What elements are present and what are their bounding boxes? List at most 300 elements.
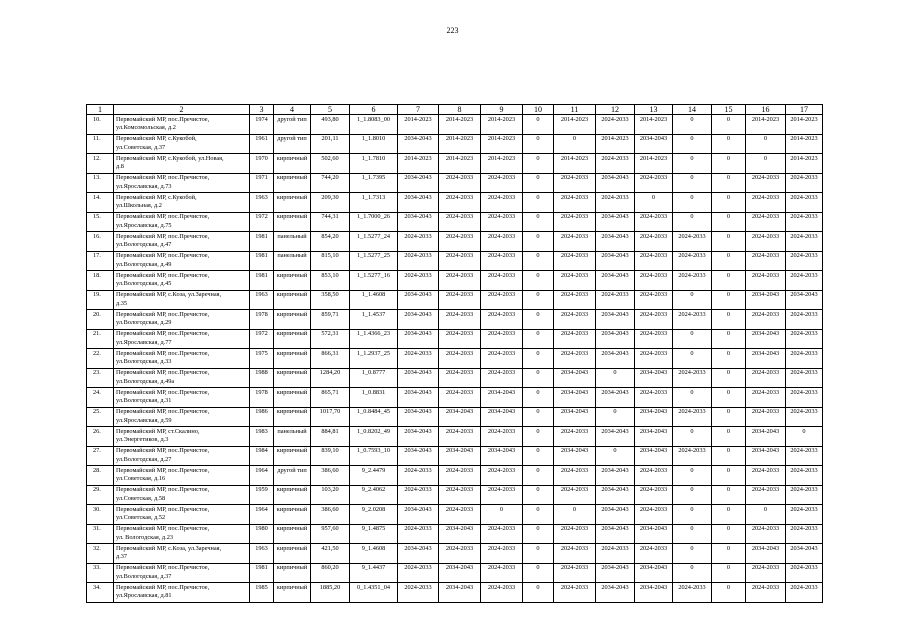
row-number: 33. [87,563,114,583]
build-year-cell: 1961 [250,134,274,154]
period-cell-col-17: 2014-2023 [786,154,823,174]
period-cell-col-10: 0 [523,251,554,271]
code-cell: 1_1.4537 [350,310,398,330]
period-cell-col-15: 0 [712,505,746,525]
area-cell: 386,60 [311,505,350,525]
row-number: 32. [87,544,114,564]
period-cell-col-8: 2024-2033 [439,212,481,232]
period-cell-col-17: 2024-2033 [786,329,823,349]
period-cell-col-13: 2024-2033 [635,251,673,271]
period-cell-col-9: 2024-2033 [481,212,523,232]
period-cell-col-9: 2014-2023 [481,134,523,154]
period-cell-col-8: 2024-2033 [439,388,481,408]
period-cell-col-12: 2024-2033 [596,154,635,174]
period-cell-col-7: 2024-2033 [398,524,439,544]
period-cell-col-7: 2024-2033 [398,349,439,369]
area-cell: 853,10 [311,271,350,291]
row-number: 34. [87,583,114,603]
address-cell [114,368,250,388]
period-cell-col-8: 2024-2033 [439,427,481,447]
column-header-12: 12 [596,105,635,115]
area-cell: 386,60 [311,466,350,486]
period-cell-col-14: 0 [673,173,712,193]
period-cell-col-16: 2024-2033 [746,466,786,486]
row-number: 21. [87,329,114,349]
period-cell-col-16: 0 [746,505,786,525]
period-cell-col-15: 0 [712,446,746,466]
period-cell-col-17: 2034-2043 [786,544,823,564]
period-cell-col-15: 0 [712,407,746,427]
period-cell-col-11: 2024-2033 [554,193,596,213]
build-year-cell: 1981 [250,251,274,271]
period-cell-col-16: 2024-2033 [746,563,786,583]
period-cell-col-7: 2034-2043 [398,368,439,388]
address-line: д.35 [116,299,128,307]
period-cell-col-12: 2034-2043 [596,505,635,525]
area-cell: 884,81 [311,427,350,447]
wall-material-cell: кирпичный [274,524,311,544]
build-year-cell: 1981 [250,232,274,252]
period-cell-col-14: 2024-2033 [673,232,712,252]
period-cell-col-15: 0 [712,290,746,310]
period-cell-col-17: 2024-2033 [786,310,823,330]
address-line: Первомайский МР, с.Коза, ул.Заречная, [116,291,222,298]
period-cell-col-7: 2034-2043 [398,173,439,193]
address-cell [114,407,250,427]
code-cell: 1_1.7000_26 [350,212,398,232]
period-cell-col-12: 2034-2043 [596,173,635,193]
period-cell-col-15: 0 [712,388,746,408]
period-cell-col-7: 2024-2033 [398,583,439,603]
table-row [87,134,823,154]
build-year-cell: 1978 [250,310,274,330]
period-cell-col-17: 0 [786,427,823,447]
address-line: Первомайский МР, пос.Пречистое, [116,583,210,591]
period-cell-col-12: 2034-2043 [596,583,635,603]
table-row [87,310,823,330]
wall-material-cell: кирпичный [274,290,311,310]
period-cell-col-16: 2024-2033 [746,368,786,388]
wall-material-cell: панельный [274,232,311,252]
area-cell: 1284,20 [311,368,350,388]
address-cell [114,544,250,564]
period-cell-col-11: 2024-2033 [554,271,596,291]
period-cell-col-12: 2034-2043 [596,524,635,544]
period-cell-col-8: 2024-2033 [439,251,481,271]
period-cell-col-15: 0 [712,134,746,154]
period-cell-col-11: 2014-2023 [554,154,596,174]
period-cell-col-13: 2034-2043 [635,427,673,447]
area-cell: 865,71 [311,388,350,408]
address-line: ул.Вологодская, д.47 [116,241,172,249]
period-cell-col-9: 2034-2043 [481,407,523,427]
code-cell: 9_2.4479 [350,466,398,486]
address-line: д.37 [116,553,128,561]
address-line: ул.Вологодская, д.31 [116,397,172,405]
period-cell-col-7: 2014-2023 [398,115,439,135]
table-row [87,583,823,603]
area-cell: 866,31 [311,349,350,369]
code-cell: 1_0.7593_10 [350,446,398,466]
period-cell-col-11: 2014-2023 [554,115,596,135]
period-cell-col-16: 2024-2033 [746,232,786,252]
period-cell-col-10: 0 [523,524,554,544]
period-cell-col-13: 2024-2033 [635,212,673,232]
period-cell-col-14: 0 [673,154,712,174]
period-cell-col-9: 2024-2033 [481,290,523,310]
table-row [87,524,823,544]
address-line: Первомайский МР, пос.Пречистое, [116,505,210,513]
period-cell-col-16: 2024-2033 [746,271,786,291]
period-cell-col-14: 2024-2033 [673,310,712,330]
period-cell-col-10: 0 [523,271,554,291]
period-cell-col-10: 0 [523,368,554,388]
address-cell [114,485,250,505]
table-row [87,407,823,427]
column-header-8: 8 [439,105,481,115]
column-header-1: 1 [87,105,114,115]
build-year-cell: 1983 [250,427,274,447]
period-cell-col-15: 0 [712,232,746,252]
period-cell-col-12: 2024-2033 [596,290,635,310]
period-cell-col-13: 2024-2033 [635,271,673,291]
address-line: Первомайский МР, ст.Скалино, [116,427,200,435]
table-row [87,212,823,232]
column-header-11: 11 [554,105,596,115]
period-cell-col-7: 2034-2043 [398,407,439,427]
period-cell-col-12: 2034-2043 [596,310,635,330]
address-line: ул.Вологодская, д.49а [116,377,175,385]
address-cell [114,524,250,544]
period-cell-col-8: 2024-2033 [439,290,481,310]
period-cell-col-7: 2024-2033 [398,232,439,252]
address-line: ул.Ярославская, д.81 [116,592,172,600]
period-cell-col-10: 0 [523,544,554,564]
period-cell-col-14: 0 [673,466,712,486]
build-year-cell: 1985 [250,583,274,603]
period-cell-col-8: 2024-2033 [439,329,481,349]
period-cell-col-12: 2034-2043 [596,329,635,349]
period-cell-col-15: 0 [712,212,746,232]
period-cell-col-11: 2024-2033 [554,329,596,349]
address-line: Первомайский МР, с.Кукобой, ул.Новая, [116,154,224,162]
code-cell: 0_1.4351_04 [350,583,398,603]
period-cell-col-15: 0 [712,329,746,349]
build-year-cell: 1972 [250,212,274,232]
period-cell-col-8: 2024-2033 [439,349,481,369]
table-row [87,329,823,349]
code-cell: 1_1.4608 [350,290,398,310]
period-cell-col-11: 2024-2033 [554,563,596,583]
period-cell-col-10: 0 [523,446,554,466]
period-cell-col-13: 2024-2033 [635,544,673,564]
address-line: Первомайский МР, пос.Пречистое, [116,525,210,532]
period-cell-col-9: 2024-2033 [481,466,523,486]
address-line: ул.Вологодская, д.37 [116,572,172,580]
period-cell-col-17: 2014-2023 [786,134,823,154]
period-cell-col-14: 0 [673,290,712,310]
address-line: ул.Комсомольская, д.2 [116,124,176,132]
address-cell [114,115,250,135]
period-cell-col-15: 0 [712,154,746,174]
period-cell-col-8: 2024-2033 [439,232,481,252]
period-cell-col-8: 2024-2033 [439,368,481,388]
period-cell-col-15: 0 [712,271,746,291]
period-cell-col-11: 2024-2033 [554,212,596,232]
period-cell-col-10: 0 [523,427,554,447]
table-row [87,544,823,564]
area-cell: 815,10 [311,251,350,271]
area-cell: 209,30 [311,193,350,213]
period-cell-col-9: 2024-2033 [481,427,523,447]
period-cell-col-15: 0 [712,349,746,369]
address-line: Первомайский МР, с.Кукобой, [116,193,197,201]
code-cell: 1_1.4366_23 [350,329,398,349]
period-cell-col-16: 2034-2043 [746,427,786,447]
wall-material-cell: другой тип [274,134,311,154]
period-cell-col-10: 0 [523,407,554,427]
area-cell: 957,60 [311,524,350,544]
period-cell-col-17: 2024-2033 [786,583,823,603]
wall-material-cell: другой тип [274,115,311,135]
address-cell [114,505,250,525]
address-line: ул.Советская, д.37 [116,143,166,151]
table-row [87,446,823,466]
address-line: Первомайский МР, пос.Пречистое, [116,388,210,396]
period-cell-col-16: 2034-2043 [746,329,786,349]
period-cell-col-15: 0 [712,485,746,505]
code-cell: 9_1.4437 [350,563,398,583]
period-cell-col-16: 2024-2033 [746,212,786,232]
period-cell-col-13: 2024-2033 [635,290,673,310]
period-cell-col-14: 0 [673,329,712,349]
period-cell-col-17: 2024-2033 [786,271,823,291]
period-cell-col-7: 2034-2043 [398,427,439,447]
period-cell-col-12: 2024-2033 [596,115,635,135]
period-cell-col-17: 2024-2033 [786,388,823,408]
period-cell-col-9: 2024-2033 [481,544,523,564]
period-cell-col-13: 0 [635,193,673,213]
address-line: ул.Советская, д.58 [116,494,166,502]
address-line: Первомайский МР, пос.Пречистое, [116,447,210,454]
period-cell-col-10: 0 [523,134,554,154]
build-year-cell: 1978 [250,388,274,408]
period-cell-col-11: 2024-2033 [554,251,596,271]
period-cell-col-17: 2024-2033 [786,446,823,466]
row-number: 19. [87,290,114,310]
period-cell-col-9: 2024-2033 [481,524,523,544]
build-year-cell: 1963 [250,193,274,213]
period-cell-col-11: 2024-2033 [554,485,596,505]
address-line: ул.Ярославская, д.59 [116,416,172,424]
period-cell-col-10: 0 [523,115,554,135]
period-cell-col-8: 2014-2023 [439,134,481,154]
address-cell [114,251,250,271]
column-header-4: 4 [274,105,311,115]
table-row [87,505,823,525]
period-cell-col-10: 0 [523,388,554,408]
wall-material-cell: кирпичный [274,407,311,427]
period-cell-col-13: 2034-2043 [635,446,673,466]
period-cell-col-9: 2024-2033 [481,193,523,213]
wall-material-cell: кирпичный [274,271,311,291]
period-cell-col-7: 2024-2033 [398,251,439,271]
address-line: Первомайский МР, пос.Пречистое, [116,213,210,220]
area-cell: 421,50 [311,544,350,564]
period-cell-col-10: 0 [523,173,554,193]
area-cell: 744,31 [311,212,350,232]
period-cell-col-8: 2024-2033 [439,485,481,505]
period-cell-col-15: 0 [712,544,746,564]
address-line: д.8 [116,163,124,171]
period-cell-col-11: 2024-2033 [554,524,596,544]
area-cell: 358,50 [311,290,350,310]
period-cell-col-17: 2024-2033 [786,563,823,583]
period-cell-col-13: 2034-2043 [635,134,673,154]
period-cell-col-10: 0 [523,193,554,213]
period-cell-col-12: 2034-2043 [596,485,635,505]
period-cell-col-16: 2034-2043 [746,544,786,564]
period-cell-col-16: 0 [746,154,786,174]
address-cell [114,290,250,310]
period-cell-col-14: 0 [673,544,712,564]
page-number: 223 [446,26,459,35]
code-cell: 1_1.5277_16 [350,271,398,291]
period-cell-col-16: 2024-2033 [746,485,786,505]
period-cell-col-8: 2034-2043 [439,583,481,603]
period-cell-col-8: 2024-2033 [439,271,481,291]
column-header-6: 6 [350,105,398,115]
table-row [87,466,823,486]
column-header-2: 2 [114,105,250,115]
column-header-17: 17 [786,105,823,115]
period-cell-col-14: 0 [673,485,712,505]
period-cell-col-11: 0 [554,505,596,525]
period-cell-col-17: 2024-2033 [786,232,823,252]
period-cell-col-9: 2024-2033 [481,583,523,603]
period-cell-col-9: 2024-2033 [481,349,523,369]
period-cell-col-8: 2034-2043 [439,563,481,583]
period-cell-col-13: 2034-2043 [635,368,673,388]
period-cell-col-10: 0 [523,329,554,349]
address-line: Первомайский МР, пос.Пречистое, [116,330,210,337]
address-line: ул.Советская, д.52 [116,514,166,522]
period-cell-col-9: 2034-2043 [481,388,523,408]
row-number: 26. [87,427,114,447]
period-cell-col-10: 0 [523,505,554,525]
period-cell-col-11: 2034-2043 [554,446,596,466]
period-cell-col-15: 0 [712,193,746,213]
period-cell-col-9: 2024-2033 [481,232,523,252]
address-cell [114,388,250,408]
row-number: 16. [87,232,114,252]
code-cell: 1_0.8202_49 [350,427,398,447]
table-row [87,232,823,252]
column-header-15: 15 [712,105,746,115]
period-cell-col-12: 2024-2033 [596,193,635,213]
wall-material-cell: кирпичный [274,544,311,564]
period-cell-col-12: 2024-2033 [596,544,635,564]
table-row [87,154,823,174]
period-cell-col-14: 2024-2033 [673,368,712,388]
code-cell: 1_1.8010 [350,134,398,154]
table-row [87,290,823,310]
code-cell: 1_0.8777 [350,368,398,388]
column-header-10: 10 [523,105,554,115]
period-cell-col-16: 2024-2033 [746,173,786,193]
period-cell-col-15: 0 [712,368,746,388]
row-number: 28. [87,466,114,486]
period-cell-col-17: 2034-2043 [786,290,823,310]
header-row [87,105,823,115]
period-cell-col-15: 0 [712,427,746,447]
address-line: ул.Ярославская, д.75 [116,221,172,229]
period-cell-col-17: 2024-2033 [786,505,823,525]
period-cell-col-9: 2024-2033 [481,173,523,193]
period-cell-col-14: 0 [673,505,712,525]
period-cell-col-10: 0 [523,212,554,232]
period-cell-col-12: 2034-2043 [596,388,635,408]
period-cell-col-16: 2024-2033 [746,310,786,330]
period-cell-col-15: 0 [712,466,746,486]
row-number: 31. [87,524,114,544]
period-cell-col-12: 2034-2043 [596,466,635,486]
period-cell-col-7: 2034-2043 [398,134,439,154]
period-cell-col-11: 2024-2033 [554,583,596,603]
period-cell-col-8: 2034-2043 [439,407,481,427]
period-cell-col-11: 0 [554,134,596,154]
period-cell-col-9: 2024-2033 [481,368,523,388]
registry-table [86,104,823,603]
period-cell-col-16: 2014-2023 [746,115,786,135]
period-cell-col-10: 0 [523,466,554,486]
period-cell-col-12: 2034-2043 [596,271,635,291]
code-cell: 1_1.8083_00 [350,115,398,135]
row-number: 27. [87,446,114,466]
period-cell-col-16: 2024-2033 [746,524,786,544]
build-year-cell: 1974 [250,115,274,135]
period-cell-col-7: 2014-2023 [398,154,439,174]
period-cell-col-16: 2034-2043 [746,290,786,310]
period-cell-col-14: 0 [673,524,712,544]
address-line: Первомайский МР, пос.Пречистое, [116,310,210,318]
period-cell-col-15: 0 [712,563,746,583]
period-cell-col-7: 2034-2043 [398,290,439,310]
address-cell [114,329,250,349]
wall-material-cell: кирпичный [274,329,311,349]
period-cell-col-9: 2024-2033 [481,251,523,271]
period-cell-col-14: 2024-2033 [673,271,712,291]
address-line: ул.Вологодская, д.27 [116,455,172,463]
address-cell [114,583,250,603]
period-cell-col-16: 2024-2033 [746,193,786,213]
wall-material-cell: кирпичный [274,212,311,232]
table-header [87,105,823,115]
area-cell: 502,60 [311,154,350,174]
address-line: ул. Вологодская, д.23 [116,533,173,541]
wall-material-cell: кирпичный [274,154,311,174]
row-number: 25. [87,407,114,427]
period-cell-col-13: 2034-2043 [635,407,673,427]
address-line: ул.Вологодская, д.45 [116,280,172,288]
period-cell-col-14: 0 [673,388,712,408]
row-number: 30. [87,505,114,525]
code-cell: 1_0.8831 [350,388,398,408]
row-number: 13. [87,173,114,193]
period-cell-col-10: 0 [523,310,554,330]
period-cell-col-13: 2024-2033 [635,232,673,252]
period-cell-col-16: 2024-2033 [746,251,786,271]
